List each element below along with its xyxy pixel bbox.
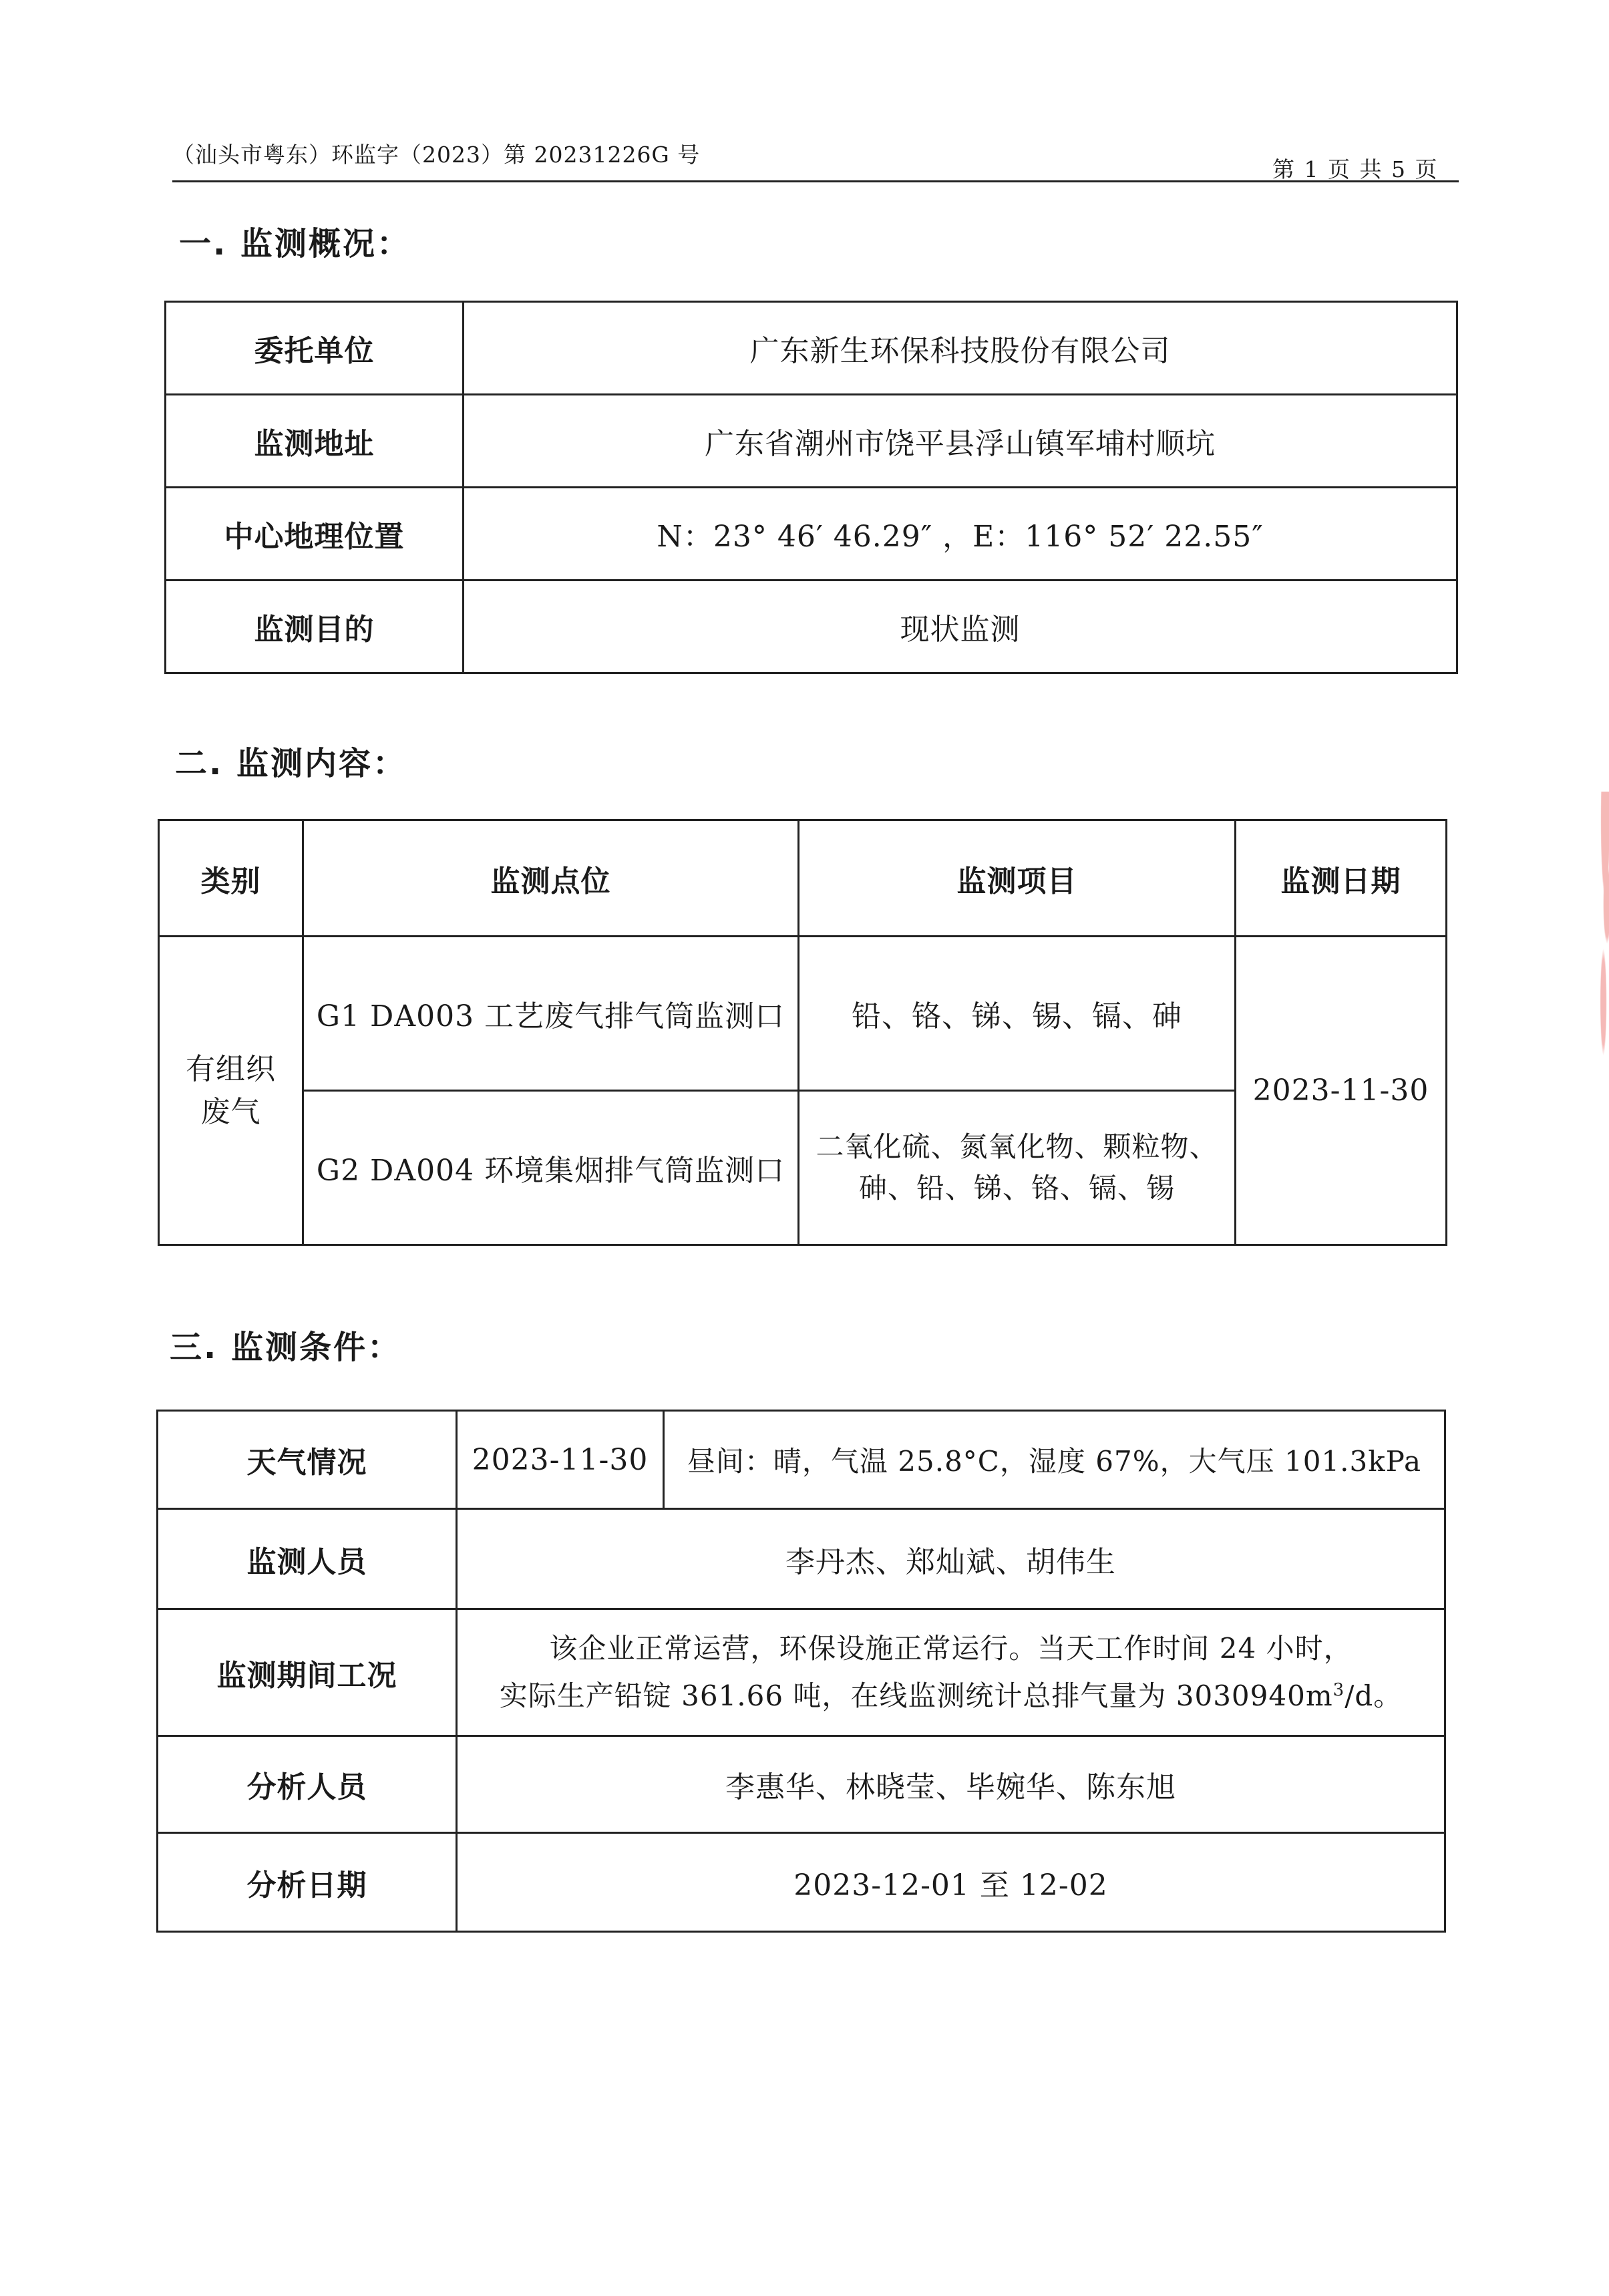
conditions-row — [158, 1736, 1445, 1833]
monitoring-point: G2 DA004 环境集烟排气筒监测口 — [303, 1091, 799, 1245]
header-rule — [172, 180, 1459, 182]
monitoring-point: G1 DA003 工艺废气排气筒监测口 — [303, 937, 799, 1091]
conditions-line: 该企业正常运营，环保设施正常运行。当天工作时间 24 小时， — [549, 1632, 1353, 1665]
conditions-row — [158, 1609, 1445, 1736]
overview-label: 中心地理位置 — [166, 488, 464, 581]
items-line: 二氧化硫、氮氧化物、颗粒物、 — [816, 1130, 1218, 1163]
conditions-value: 李丹杰、郑灿斌、胡伟生 — [457, 1509, 1445, 1609]
overview-label: 监测地址 — [166, 395, 464, 488]
overview-value: N：23° 46′ 46.29″ ，E：116° 52′ 22.55″ — [464, 488, 1457, 581]
conditions-value: 2023-12-01 至 12-02 — [457, 1833, 1445, 1932]
seal-edge-mark — [1590, 792, 1609, 1072]
weather-value: 昼间：晴，气温 25.8°C，湿度 67%，大气压 101.3kPa — [664, 1411, 1445, 1509]
conditions-value: 李惠华、林晓莹、毕婉华、陈东旭 — [457, 1736, 1445, 1833]
section-title-content: 二. 监测内容： — [175, 745, 407, 782]
operating-conditions — [457, 1609, 1445, 1736]
overview-row — [166, 488, 1457, 581]
conditions-text: /d。 — [1345, 1679, 1403, 1712]
category-line: 有组织 — [186, 1051, 276, 1086]
overview-value: 广东新生环保科技股份有限公司 — [464, 302, 1457, 395]
content-table — [158, 819, 1447, 1246]
overview-row — [166, 302, 1457, 395]
report-number: （汕头市粤东）环监字（2023）第 20231226G 号 — [172, 142, 701, 168]
overview-row — [166, 581, 1457, 673]
conditions-row — [158, 1509, 1445, 1609]
category-line: 废气 — [200, 1094, 261, 1129]
monitoring-items: 铅、铬、锑、锡、镉、砷 — [799, 937, 1236, 1091]
conditions-label: 监测人员 — [158, 1509, 457, 1609]
overview-label: 监测目的 — [166, 581, 464, 673]
overview-row — [166, 395, 1457, 488]
conditions-label: 分析日期 — [158, 1833, 457, 1932]
items-line: 砷、铅、锑、铬、镉、锡 — [858, 1172, 1175, 1204]
weather-date: 2023-11-30 — [457, 1411, 664, 1509]
conditions-row — [158, 1833, 1445, 1932]
superscript: 3 — [1332, 1680, 1345, 1700]
weather-row — [158, 1411, 1445, 1509]
overview-value: 广东省潮州市饶平县浮山镇军埔村顺坑 — [464, 395, 1457, 488]
category-cell — [159, 937, 303, 1245]
weather-label: 天气情况 — [158, 1411, 457, 1509]
overview-value: 现状监测 — [464, 581, 1457, 673]
col-header-items: 监测项目 — [799, 820, 1236, 937]
conditions-label: 监测期间工况 — [158, 1609, 457, 1736]
content-row — [159, 937, 1447, 1091]
monitoring-items — [799, 1091, 1236, 1245]
section-title-conditions: 三. 监测条件： — [170, 1329, 401, 1366]
conditions-text: 实际生产铅锭 361.66 吨，在线监测统计总排气量为 3030940m — [499, 1679, 1333, 1712]
overview-table — [164, 301, 1458, 674]
col-header-date: 监测日期 — [1236, 820, 1447, 937]
page-indicator: 第 1 页 共 5 页 — [1272, 156, 1439, 182]
col-header-point: 监测点位 — [303, 820, 799, 937]
col-header-category: 类别 — [159, 820, 303, 937]
conditions-line — [464, 1669, 1437, 1717]
conditions-table — [156, 1410, 1446, 1933]
monitoring-date: 2023-11-30 — [1236, 937, 1447, 1245]
content-header-row — [159, 820, 1447, 937]
section-title-overview: 一. 监测概况： — [179, 225, 411, 263]
conditions-label: 分析人员 — [158, 1736, 457, 1833]
overview-label: 委托单位 — [166, 302, 464, 395]
